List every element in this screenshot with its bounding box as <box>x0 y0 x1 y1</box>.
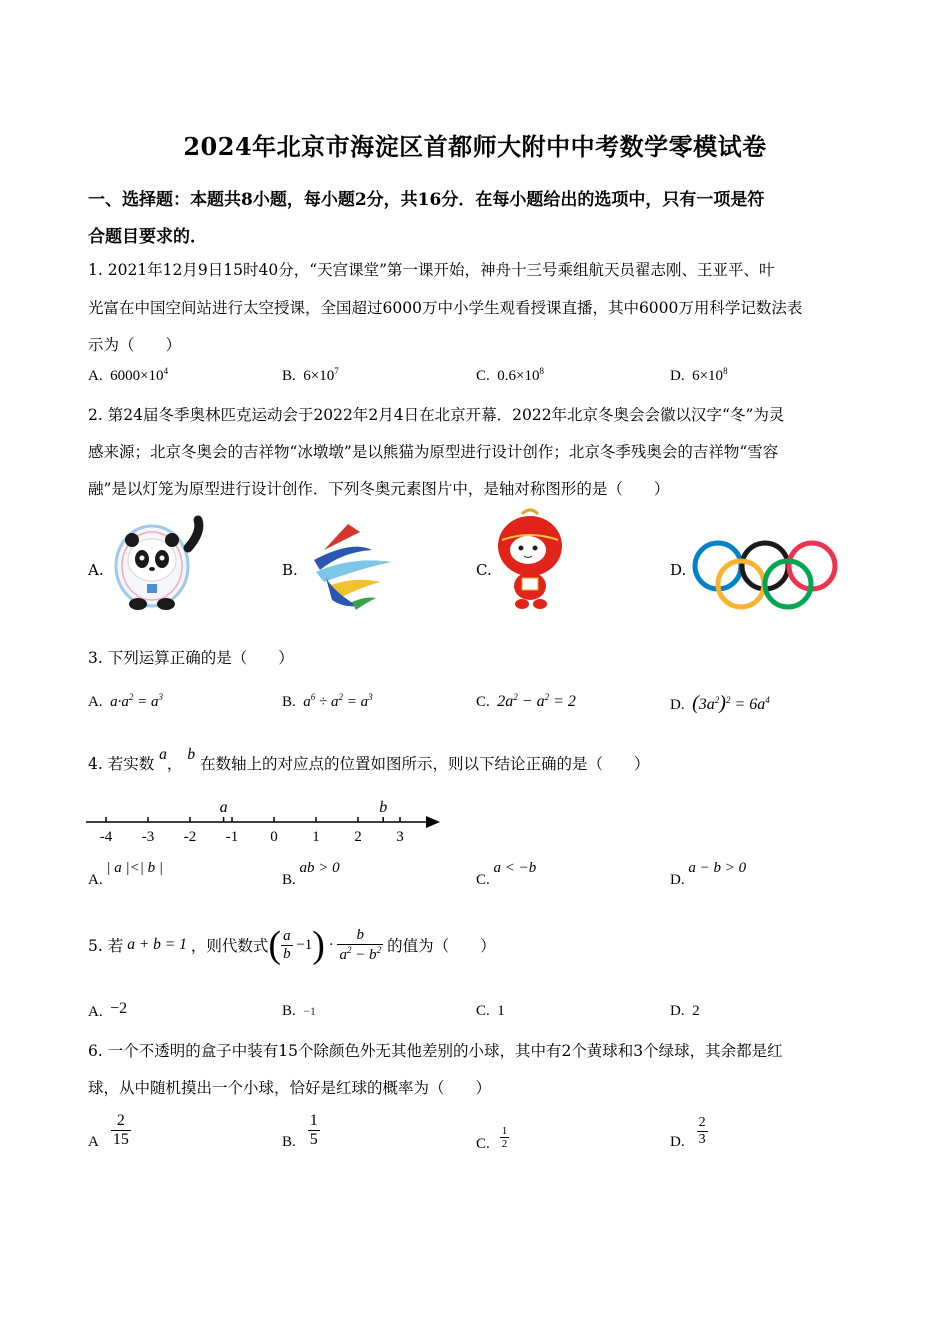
q1-text-line3: 示为（ ） <box>88 336 182 354</box>
axis-tick-label: -2 <box>183 829 197 845</box>
q2-option-a-label[interactable]: A. <box>88 561 104 579</box>
q3-option-a[interactable] <box>88 692 163 711</box>
olympic-rings-image[interactable] <box>690 538 840 610</box>
q6-option-b[interactable] <box>282 1110 320 1151</box>
q2-option-b-label[interactable]: B. <box>282 561 298 579</box>
axis-tick-label: -1 <box>225 829 239 845</box>
q4-d-expression: a − b > 0 <box>688 860 747 876</box>
option-label: A. <box>88 694 103 710</box>
q4-option-a[interactable] <box>88 860 163 889</box>
winter-olympics-emblem-image[interactable] <box>302 520 394 610</box>
q5-text-post: 的值为（ ） <box>387 937 496 955</box>
q6-text-line1: 6. 一个不透明的盒子中装有15个除颜色外无其他差别的小球，其中有2个黄球和3个绿球，其余都是红 <box>88 1042 783 1060</box>
denominator: 3 <box>698 1132 706 1147</box>
option-label: B. <box>282 1134 296 1150</box>
q5-condition: a + b = 1 <box>127 936 187 953</box>
axis-arrow <box>426 816 440 828</box>
option-label: D. <box>670 368 685 384</box>
q2-text-line2: 感来源；北京冬奥会的吉祥物“冰墩墩”是以熊猫为原型进行设计创作；北京冬季残奥会的吉祥物“雪容 <box>88 443 779 461</box>
denominator: 5 <box>309 1131 318 1148</box>
q3-text: 3. 下列运算正确的是（ ） <box>88 649 294 667</box>
option-label: C. <box>476 1003 490 1019</box>
option-value: 2 <box>692 1003 700 1019</box>
numerator: 2 <box>698 1115 706 1130</box>
option-label: A <box>88 1134 99 1150</box>
q6-c-fraction <box>500 1125 510 1150</box>
axis-tick-label: 0 <box>270 829 278 845</box>
q1-option-c[interactable] <box>476 366 544 385</box>
exponent: 8 <box>539 366 544 376</box>
page-title: 2024年北京市海淀区首都师大附中中考数学零模试卷 <box>183 132 767 161</box>
option-value: 6×10 <box>303 368 335 384</box>
option-label: C. <box>476 1136 490 1152</box>
q3-option-c[interactable] <box>476 692 576 711</box>
numerator: 2 <box>116 1112 125 1129</box>
q5-option-c[interactable] <box>476 1003 505 1020</box>
axis-tick-label: -3 <box>141 829 155 845</box>
denominator: 2 <box>501 1138 508 1150</box>
q3-c-expression: $2a^2 - a^2 = 2$ <box>497 692 576 710</box>
q6-d-fraction <box>697 1115 708 1148</box>
section-heading-line2: 合题目要求的． <box>88 227 207 247</box>
option-label: A. <box>88 1004 103 1020</box>
q6-a-fraction <box>111 1112 131 1149</box>
option-label: D. <box>670 1003 685 1019</box>
point-b-label: b <box>379 799 388 816</box>
option-label: A. <box>88 872 103 888</box>
denominator: 15 <box>112 1131 129 1148</box>
q3-option-b[interactable] <box>282 692 373 711</box>
q2-option-c-label[interactable]: C. <box>476 561 492 579</box>
q4-text-post: 在数轴上的对应点的位置如图所示，则以下结论正确的是（ ） <box>200 755 650 773</box>
option-value: −2 <box>110 1000 128 1017</box>
q1-text-line2: 光富在中国空间站进行太空授课，全国超过6000万中小学生观看授课直播，其中6000万用科学记数法表 <box>88 299 803 317</box>
q4-comma: ， <box>166 755 183 773</box>
q3-b-expression: $a^6 \div a^2 = a^3$ <box>303 692 373 710</box>
axis-tick-label: 2 <box>354 829 362 845</box>
option-label: A. <box>88 368 103 384</box>
option-label: D. <box>670 1134 685 1150</box>
option-label: C. <box>476 368 490 384</box>
q4-option-c[interactable] <box>476 860 537 889</box>
q4-var-a: a <box>159 746 167 763</box>
option-label: B. <box>282 872 296 888</box>
option-label: D. <box>670 872 685 888</box>
q6-b-fraction <box>308 1112 320 1149</box>
q6-option-a[interactable] <box>88 1110 131 1151</box>
q1-option-b[interactable] <box>282 366 339 385</box>
q4-a-expression: | a |<| b | <box>106 860 163 876</box>
option-value: 6×10 <box>692 368 724 384</box>
q1-option-a[interactable] <box>88 366 168 385</box>
q4-var-b: b <box>187 746 196 763</box>
point-a-label: a <box>219 799 228 816</box>
q5-option-d[interactable] <box>670 1003 700 1020</box>
option-label: C. <box>476 872 490 888</box>
q5-text-pre: 5. 若 <box>88 937 124 955</box>
option-value: 1 <box>497 1003 505 1019</box>
bing-dwen-dwen-image[interactable] <box>104 514 208 612</box>
option-value: −1 <box>303 1004 317 1018</box>
option-value: 6000×10 <box>110 368 164 384</box>
q1-text-line1: 1. 2021年12月9日15时40分，“天宫课堂”第一课开始，神舟十三号乘组航天员翟志刚、王亚平、叶 <box>88 261 775 279</box>
option-label: D. <box>670 697 685 713</box>
q5-option-b[interactable] <box>282 1003 316 1020</box>
q6-option-c[interactable] <box>476 1122 509 1153</box>
q2-option-d-label[interactable]: D. <box>670 561 687 579</box>
q5-expression: ( $\frac{a}{b}$ −1 ) · $\frac{b}{a^2 - b^2}$ <box>268 924 382 966</box>
q4-c-expression: a < −b <box>493 860 537 876</box>
q5-option-a[interactable] <box>88 1000 128 1021</box>
q3-option-d[interactable] <box>670 692 770 715</box>
q2-text-line1: 2. 第24届冬季奥林匹克运动会于2022年2月4日在北京开幕．2022年北京冬奥会会徽以汉字“冬”为灵 <box>88 406 785 424</box>
q3-a-expression: $a\cdot a^2 = a^3$ <box>110 692 163 710</box>
q4-option-d[interactable] <box>670 860 747 889</box>
option-value: 0.6×10 <box>497 368 540 384</box>
q4-text-pre: 4. 若实数 <box>88 755 155 773</box>
q3-d-expression: $(3a^2)^2 = 6a^4$ <box>692 692 770 714</box>
q4-text <box>88 746 878 774</box>
axis-tick-label: 3 <box>396 829 404 845</box>
option-label: B. <box>282 694 296 710</box>
section-heading-line1: 一、选择题：本题共8小题，每小题2分，共16分．在每小题给出的选项中，只有一项是符 <box>88 190 765 210</box>
option-label: B. <box>282 368 296 384</box>
exponent: 8 <box>723 366 728 376</box>
exponent: 7 <box>334 366 339 376</box>
q2-text-line3: 融”是以灯笼为原型进行设计创作．下列冬奥元素图片中，是轴对称图形的是（ ） <box>88 480 670 498</box>
q6-text-line2: 球，从中随机摸出一个小球，恰好是红球的概率为（ ） <box>88 1079 492 1097</box>
q4-number-line <box>84 794 444 850</box>
shuey-rhon-rhon-image[interactable] <box>494 506 566 610</box>
option-label: B. <box>282 1003 296 1019</box>
option-label: C. <box>476 694 490 710</box>
q6-option-d[interactable] <box>670 1112 708 1151</box>
q1-option-d[interactable] <box>670 366 728 385</box>
exponent: 4 <box>163 366 169 376</box>
q4-b-expression: ab > 0 <box>299 860 340 876</box>
axis-tick-label: 1 <box>312 829 320 845</box>
axis-tick-label: -4 <box>99 829 113 845</box>
q5-text-mid: ，则代数式 <box>190 937 269 955</box>
q4-option-b[interactable] <box>282 860 340 889</box>
numerator: 1 <box>309 1112 318 1129</box>
numerator: 1 <box>501 1125 508 1137</box>
q5-text <box>88 920 878 970</box>
